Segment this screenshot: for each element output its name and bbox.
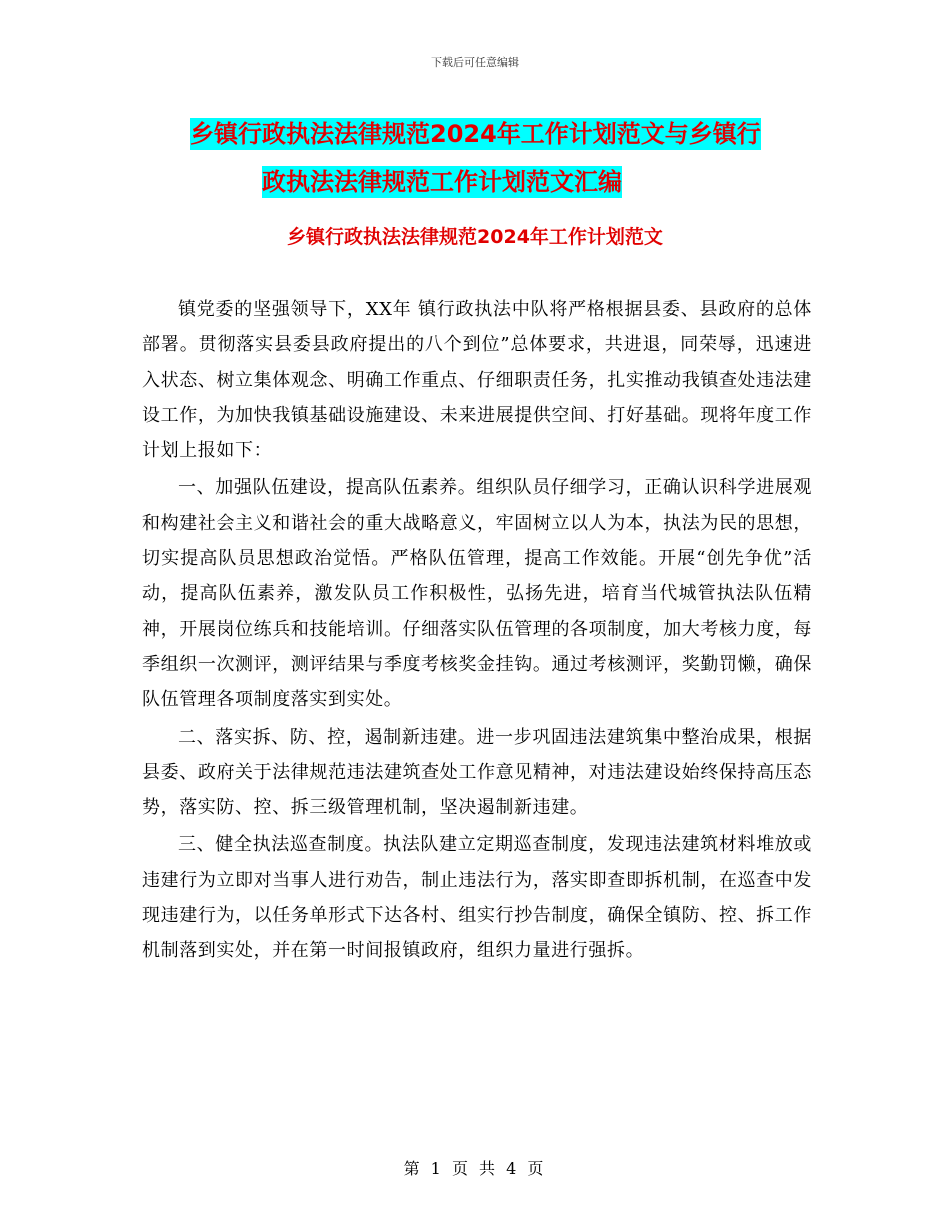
header-note: 下载后可任意编辑 [431, 56, 519, 69]
title-line-2: 政执法法律规范工作计划范文汇编 [262, 168, 622, 196]
page-footer: 第 1 页 共 4 页 [403, 1159, 547, 1178]
paragraph-3: 三、健全执法巡查制度。执法队建立定期巡查制度，发现违法建筑材料堆放或违建行为立即对当事人进行劝告，制止违法行为，落实即查即拆机制，在巡查中发现违建行为，以任务单形式下达各村、组实行抄告制度，确保全镇防、控、拆工作机制落到实处，并在第一时间报镇政府，组织力量进行强拆。 [142, 834, 812, 962]
paragraph-2: 二、落实拆、防、控，遏制新违建。进一步巩固违法建筑集中整治成果，根据县委、政府关于法律规范违法建筑查处工作意见精神，对违法建设始终保持高压态势，落实防、控、拆三级管理机制，坚决遏制新违建。 [142, 726, 812, 819]
title-line-1: 乡镇行政执法法律规范2024年工作计划范文与乡镇行 [190, 120, 761, 148]
paragraph-1: 一、加强队伍建设，提高队伍素养。组织队员仔细学习，正确认识科学进展观和构建社会主义和谐社会的重大战略意义，牢固树立以人为本，执法为民的思想，切实提高队员思想政治觉悟。严格队伍管理，提高工作效能。开展“创先争优”活动，提高队伍素养，激发队员工作积极性，弘扬先进，培育当代城管执法队伍精神，开展岗位练兵和技能培训。仔细落实队伍管理的各项制度，加大考核力度，每季组织一次测评，测评结果与季度考核奖金挂钩。通过考核测评，奖勤罚懒，确保队伍管理各项制度落实到实处。 [142, 477, 812, 711]
section-title: 乡镇行政执法法律规范2024年工作计划范文 [287, 226, 663, 248]
paragraph-intro: 镇党委的坚强领导下，XX年 镇行政执法中队将严格根据县委、县政府的总体部署。贯彻落实县委县政府提出的八个到位”总体要求，共进退，同荣辱，迅速进入状态、树立集体观念、明确工作重点、仔细职责任务，扎实推动我镇查处违法建设工作，为加快我镇基础设施建设、未来进展提供空间、打好基础。现将年度工作计划上报如下： [142, 299, 812, 462]
document-body [142, 292, 812, 969]
